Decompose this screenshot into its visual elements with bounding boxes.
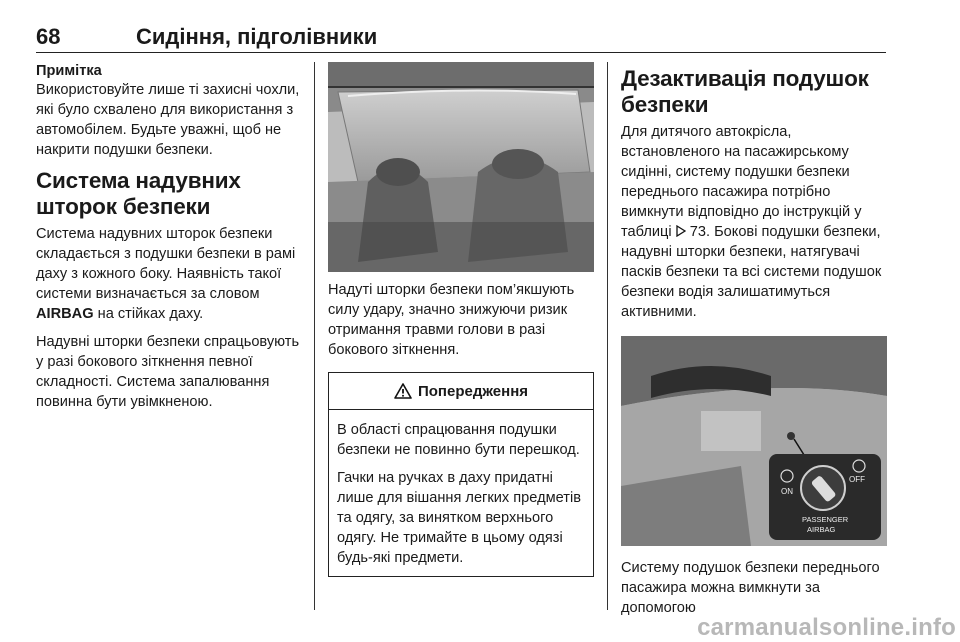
section-title-deactivation: Дезактивація подушок безпеки bbox=[621, 66, 869, 117]
page-title: Сидіння, підголівники bbox=[136, 24, 378, 49]
watermark: carmanualsonline.info bbox=[697, 614, 956, 641]
para-text-end: . Бокові подушки безпеки, надувні шторки безпеки, натягувачі пасків безпеки та всі системи подушок безпеки водія залишатимуться активними. bbox=[621, 224, 882, 320]
warning-title: Попередження bbox=[417, 382, 529, 400]
airbag-label: AIRBAG bbox=[36, 306, 94, 322]
note-text: Використовуйте лише ті захисні чохли, які було схвалено для використання з автомобілем. Будьте уважні, щоб не накрити подушки безпеки. bbox=[36, 82, 300, 158]
curtain-airbag-paragraph bbox=[36, 224, 302, 324]
reference-arrow-icon bbox=[676, 225, 686, 237]
column-left bbox=[36, 62, 302, 412]
warning-paragraph-2: Гачки на ручках в даху придатні лише для вішання легких предметів та одягу, за винятком верхнього одягу. Не тримайте в цьому одязі будь-які предмети. bbox=[337, 470, 581, 566]
page-number: 68 bbox=[36, 24, 61, 49]
switch-label-passenger: PASSENGER bbox=[802, 515, 849, 524]
switch-label-on: ON bbox=[781, 487, 793, 496]
warning-header bbox=[329, 373, 593, 410]
warning-triangle-icon bbox=[394, 383, 412, 399]
para-text: Для дитячого автокрісла, встановленого на пасажирському сидінні, систему подушки безпеки переднього пасажира потрібно вимкнути відповідно до інструкцій у таблиці bbox=[621, 124, 862, 240]
page-header bbox=[36, 22, 886, 53]
switch-label-airbag: AIRBAG bbox=[807, 525, 836, 534]
deployment-paragraph: Надувні шторки безпеки спрацьовують у разі бокового зіткнення певної складності. Система запалювання повинна бути увімкненою. bbox=[36, 334, 300, 410]
column-middle bbox=[328, 62, 594, 577]
deactivation-paragraph bbox=[621, 122, 889, 322]
curtain-airbag-photo bbox=[328, 62, 594, 272]
warning-body bbox=[329, 410, 593, 576]
column-divider bbox=[607, 62, 608, 610]
column-divider bbox=[314, 62, 315, 610]
switch-label-off: OFF bbox=[849, 475, 865, 484]
curtain-airbag-caption: Надуті шторки безпеки пом’якшують силу удару, значно знижуючи ризик отримання травми голови в разі бокового зіткнення. bbox=[328, 282, 575, 358]
section-title-curtain-airbags: Система надувних шторок безпеки bbox=[36, 168, 241, 219]
airbag-switch-caption: Систему подушок безпеки переднього пасажира можна вимкнути за допомогою bbox=[621, 560, 880, 616]
para-text: Система надувних шторок безпеки складається з подушки безпеки в рамі даху з кожного боку. Наявність такої системи визначається за словом bbox=[36, 226, 296, 302]
warning-paragraph-1: В області спрацювання подушки безпеки не повинно бути перешкод. bbox=[337, 422, 580, 458]
airbag-switch-photo bbox=[621, 336, 887, 546]
para-text-end: на стійках даху. bbox=[93, 306, 204, 322]
warning-box bbox=[328, 372, 594, 577]
column-right bbox=[621, 62, 889, 618]
note-title: Примітка bbox=[36, 63, 102, 79]
page-reference: 73 bbox=[689, 224, 706, 240]
